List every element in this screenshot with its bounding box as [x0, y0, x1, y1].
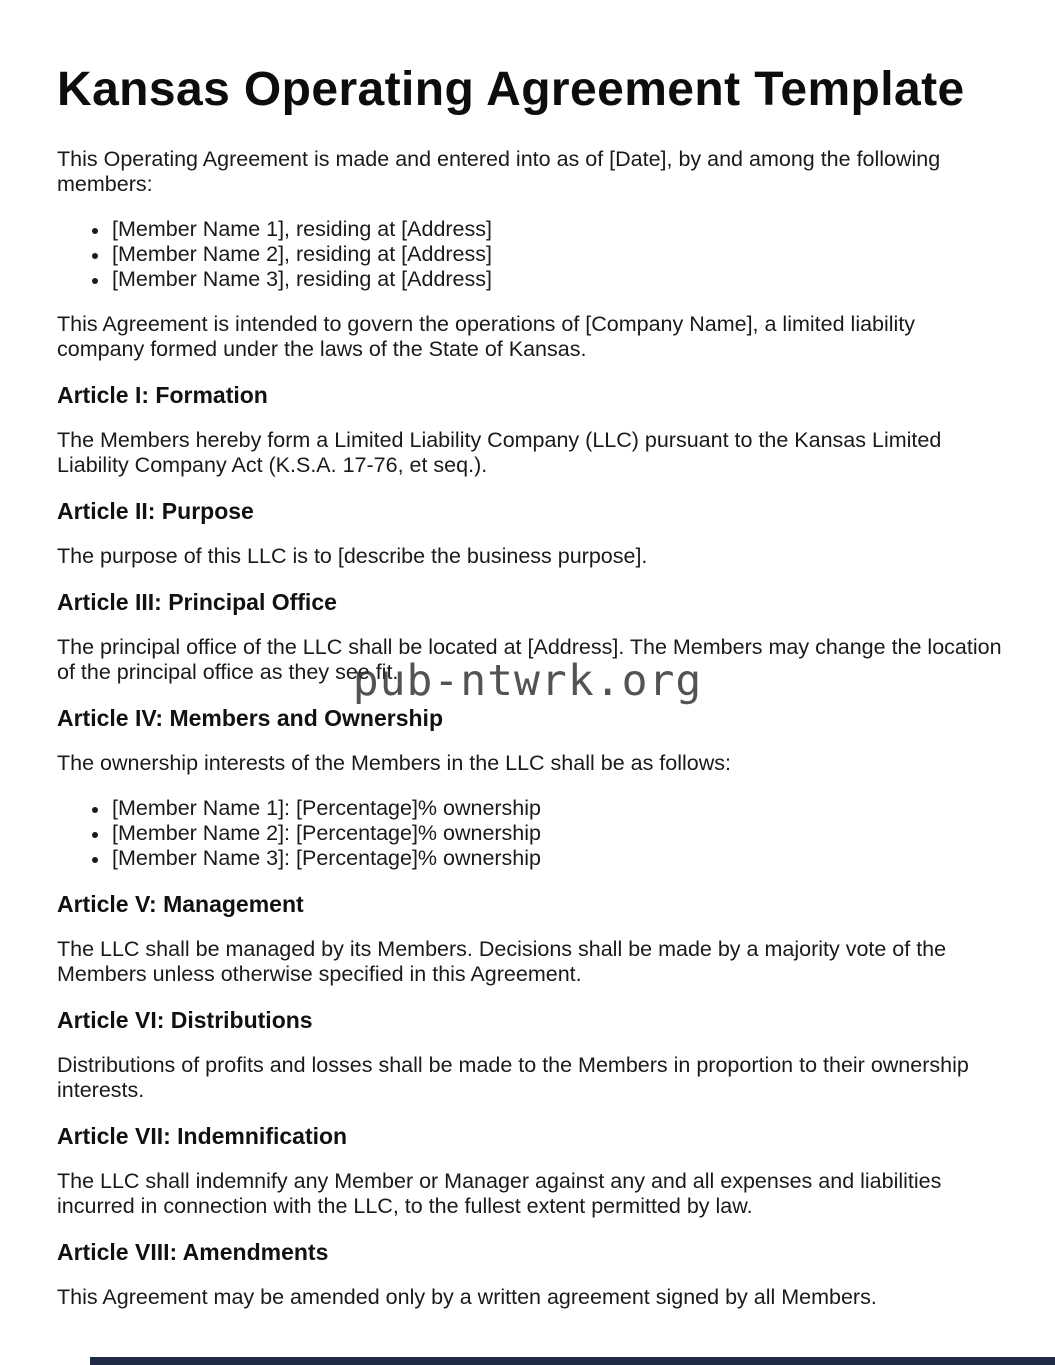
article-8-body: This Agreement may be amended only by a written agreement signed by all Members. — [57, 1285, 877, 1310]
list-item: • [Member Name 1]: [Percentage]% ownership — [110, 796, 1003, 821]
article-2-heading: Article II: Purpose — [57, 498, 254, 525]
article-5-heading: Article V: Management — [57, 891, 304, 918]
list-item: • [Member Name 3], residing at [Address] — [110, 267, 1003, 292]
page-title: Kansas Operating Agreement Template — [57, 63, 965, 116]
article-2-body: The purpose of this LLC is to [describe the business purpose]. — [57, 544, 648, 569]
bottom-bar — [90, 1357, 1055, 1365]
members-list — [57, 217, 1003, 292]
ownership-list — [57, 796, 1003, 871]
article-3-heading: Article III: Principal Office — [57, 589, 337, 616]
article-6-heading: Article VI: Distributions — [57, 1007, 313, 1034]
article-7-heading: Article VII: Indemnification — [57, 1123, 348, 1150]
list-item: • [Member Name 2], residing at [Address] — [110, 242, 1003, 267]
article-1-body: The Members hereby form a Limited Liability Company (LLC) pursuant to the Kansas Limited Liability Company Act (K.S.A. 17-76, et seq.). — [57, 428, 942, 478]
article-7-body: The LLC shall indemnify any Member or Manager against any and all expenses and liabilities incurred in connection with the LLC, to the fullest extent permitted by law. — [57, 1169, 942, 1219]
article-6-body: Distributions of profits and losses shall be made to the Members in proportion to their ownership interests. — [57, 1053, 969, 1103]
article-5-body: The LLC shall be managed by its Members. Decisions shall be made by a majority vote of the Members unless otherwise specified in this Agreement. — [57, 937, 947, 987]
watermark: pub-ntwrk.org — [352, 656, 703, 706]
list-item: • [Member Name 2]: [Percentage]% ownership — [110, 821, 1003, 846]
article-4-heading: Article IV: Members and Ownership — [57, 705, 443, 732]
governing-paragraph: This Agreement is intended to govern the operations of [Company Name], a limited liability company formed under the laws of the State of Kansas. — [57, 312, 916, 362]
article-4-body: The ownership interests of the Members in the LLC shall be as follows: — [57, 751, 731, 776]
article-3-body: The principal office of the LLC shall be located at [Address]. The Members may change the location of the principal office as they see fit. — [57, 635, 1002, 685]
intro-paragraph: This Operating Agreement is made and entered into as of [Date], by and among the following members: — [57, 147, 941, 197]
list-item: • [Member Name 1], residing at [Address] — [110, 217, 1003, 242]
article-1-heading: Article I: Formation — [57, 382, 268, 409]
list-item: • [Member Name 3]: [Percentage]% ownership — [110, 846, 1003, 871]
article-8-heading: Article VIII: Amendments — [57, 1239, 329, 1266]
